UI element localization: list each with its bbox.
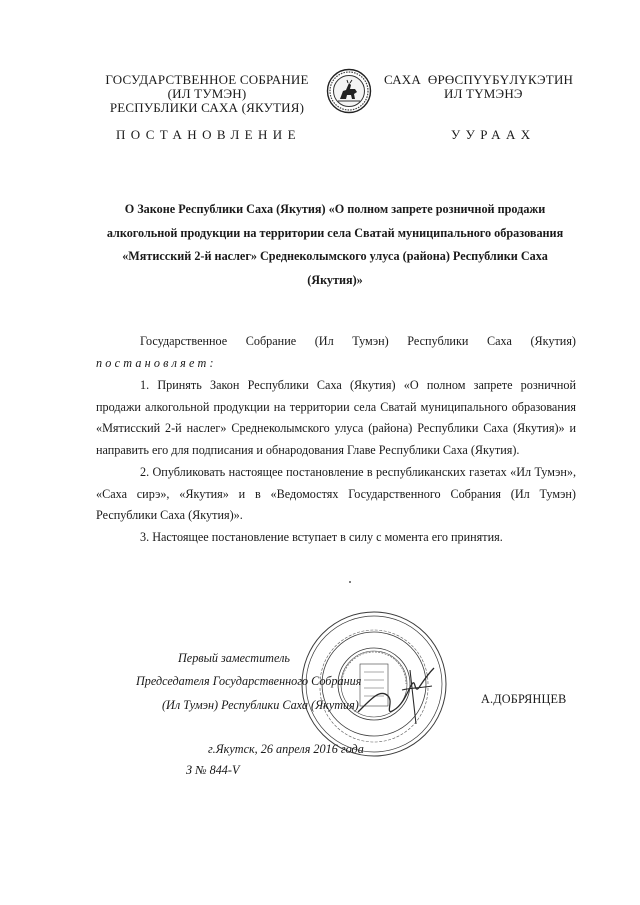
scan-speck: [349, 581, 351, 583]
header-left-block: [86, 73, 328, 115]
doc-type-sakha: УУРААХ: [451, 127, 536, 142]
header-left-line3: РЕСПУБЛИКИ САХА (ЯКУТИЯ): [109, 100, 305, 115]
resolution-item-3: 3. Настоящее постановление вступает в силу с момента его принятия.: [140, 530, 503, 544]
signer-title-line2: Председателя Государственного Собрания: [136, 674, 362, 688]
header-left-line1: ГОСУДАРСТВЕННОЕ СОБРАНИЕ: [105, 72, 309, 87]
document-number: З № 844-V: [186, 763, 240, 777]
signer-name: А.ДОБРЯНЦЕВ: [481, 692, 567, 706]
resolution-item-2: 2. Опубликовать настоящее постановление в республиканских газетах «Ил Тумэн», «Саха сирэ», «Якутия» и в «Ведомостях Государственного Собрания (Ил Тумэн) Республики Саха (Якутия)».: [96, 465, 576, 522]
intro-line: Государственное Собрание (Ил Тумэн) Республики Саха (Якутия): [140, 334, 576, 348]
signer-title-line3: (Ил Тумэн) Республики Саха (Якутия): [162, 698, 359, 712]
header-right-line2: ИЛ ТҮМЭНЭ: [444, 86, 523, 101]
place-and-date: г.Якутск, 26 апреля 2016 года: [208, 742, 364, 756]
handwritten-signature-icon: [350, 650, 440, 740]
republic-emblem-icon: [326, 68, 372, 114]
intro-verb: постановляет:: [96, 355, 217, 370]
header-left-line2: (ИЛ ТУМЭН): [167, 86, 247, 101]
resolution-item-1: 1. Принять Закон Республики Саха (Якутия) «О полном запрете розничной продажи алкогольной продукции на территории села Сватай муниципального образования «Мятисский 2-й наслег» Среднеколымского улуса (района) Республики Саха (Якутия)» и направить его для подписания и обнародования Главе Республики Саха (Якутия).: [96, 378, 576, 457]
header-right-line1: САХА ӨРӨСПҮҮБҮЛҮКЭТИН: [384, 72, 574, 87]
intro-paragraph: [96, 331, 576, 374]
header-right-block: [384, 73, 629, 101]
doc-type-russian: ПОСТАНОВЛЕНИЕ: [116, 127, 301, 142]
document-title: О Законе Республики Саха (Якутия) «О полном запрете розничной продажи алкогольной продукции на территории села Сватай муниципального образования «Мятисский 2-й наслег» Среднеколымского улуса (района) Республики Саха (Якутия)»: [106, 202, 564, 287]
signer-title-line1: Первый заместитель: [178, 651, 290, 665]
